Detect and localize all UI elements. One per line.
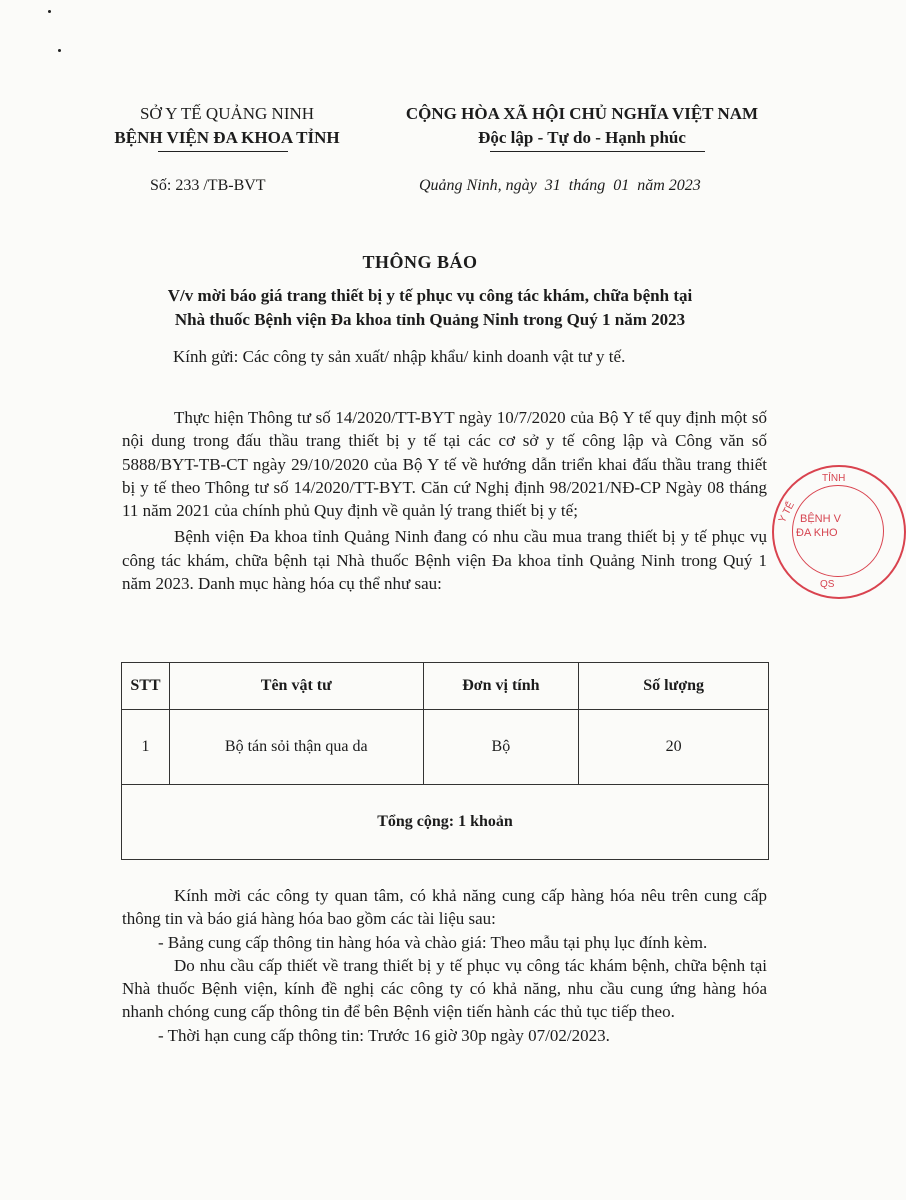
- official-seal: [772, 465, 906, 599]
- table-header-row: [122, 663, 769, 710]
- subtitle-line-2: Nhà thuốc Bệnh viện Đa khoa tỉnh Quảng Ninh trong Quý 1 năm 2023: [174, 310, 686, 329]
- motto: Độc lập - Tự do - Hạnh phúc: [478, 128, 686, 147]
- place-date: Quảng Ninh, ngày 31 tháng 01 năm 2023: [419, 177, 701, 194]
- seal-text-mid-2: ĐA KHO: [796, 527, 838, 539]
- greeting: Kính gửi: Các công ty sản xuất/ nhập khẩu/ kinh doanh vật tư y tế.: [173, 347, 626, 366]
- issuer-hospital: BỆNH VIỆN ĐA KHOA TỈNH: [114, 128, 340, 147]
- document-title: THÔNG BÁO: [362, 252, 478, 272]
- table-row: [122, 710, 769, 785]
- closing-bullet: - Bảng cung cấp thông tin hàng hóa và chào giá: Theo mẫu tại phụ lục đính kèm.: [158, 932, 708, 952]
- seal-text-bottom: QS: [820, 579, 835, 590]
- cell-unit: Bộ: [423, 710, 579, 785]
- cell-item-name: Bộ tán sỏi thận qua da: [169, 710, 423, 785]
- seal-text-mid-1: BỆNH V: [800, 513, 841, 525]
- document-subtitle: [80, 284, 780, 332]
- document-number: Số: 233 /TB-BVT: [150, 177, 266, 194]
- issuer-department: SỞ Y TẾ QUẢNG NINH: [139, 104, 315, 123]
- intro-paragraph: Thực hiện Thông tư số 14/2020/TT-BYT ngày 10/7/2020 của Bộ Y tế quy định một số nội dung trong đấu thầu trang thiết bị y tế tại các cơ sở y tế công lập và Công văn số 5888/BYT-TB-CT ngày 29/10/2020 của Bộ Y tế về hướng dẫn triển khai đấu thầu trang thiết bị y tế theo Thông tư số 14/2020/TT-BYT. Căn cứ Nghị định 98/2021/NĐ-CP Ngày 08 tháng 11 năm 2021 của chính phủ Quy định về quản lý trang thiết bị y tế;: [122, 408, 767, 521]
- col-header-item-name: Tên vật tư: [169, 663, 423, 710]
- closing-bullet: - Thời hạn cung cấp thông tin: Trước 16 giờ 30p ngày 07/02/2023.: [158, 1025, 610, 1045]
- intro-section: [122, 406, 767, 595]
- col-header-unit: Đơn vị tính: [423, 663, 579, 710]
- issuer-block: [92, 102, 362, 150]
- table-total-row: [122, 785, 769, 860]
- seal-text-left: Y TẾ: [776, 500, 797, 525]
- closing-section: [122, 884, 767, 1047]
- intro-paragraph: Bệnh viện Đa khoa tỉnh Quảng Ninh đang có nhu cầu mua trang thiết bị y tế phục vụ công tác khám, chữa bệnh tại Nhà thuốc Bệnh viện Đa khoa tỉnh Quảng Ninh trong Quý 1 năm 2023. Danh mục hàng hóa cụ thể như sau:: [122, 527, 767, 594]
- total-cell: Tổng cộng: 1 khoản: [122, 785, 769, 860]
- items-table: [121, 662, 769, 860]
- closing-paragraph: Kính mời các công ty quan tâm, có khả năng cung cấp hàng hóa nêu trên cung cấp thông tin và báo giá hàng hóa bao gồm các tài liệu sau:: [122, 886, 767, 929]
- country-name: CỘNG HÒA XÃ HỘI CHỦ NGHĨA VIỆT NAM: [405, 104, 759, 123]
- motto-underline: [490, 151, 705, 152]
- cell-quantity: 20: [579, 710, 769, 785]
- cell-stt: 1: [122, 710, 170, 785]
- col-header-quantity: Số lượng: [579, 663, 769, 710]
- col-header-stt: STT: [122, 663, 170, 710]
- issuer-underline: [158, 151, 288, 152]
- subtitle-line-1: V/v mời báo giá trang thiết bị y tế phục vụ công tác khám, chữa bệnh tại: [167, 286, 693, 305]
- scan-speck: [48, 10, 51, 13]
- scan-speck: [58, 49, 61, 52]
- national-motto-block: [372, 102, 792, 150]
- seal-text-top: TỈNH: [822, 473, 846, 484]
- closing-paragraph: Do nhu cầu cấp thiết về trang thiết bị y tế phục vụ công tác khám bệnh, chữa bệnh tại Nhà thuốc Bệnh viện, kính đề nghị các công ty có khả năng, nhu cầu cung ứng hàng hóa nhanh chóng cung cấp thông tin để bên Bệnh viện tiến hành các thủ tục tiếp theo.: [122, 955, 767, 1022]
